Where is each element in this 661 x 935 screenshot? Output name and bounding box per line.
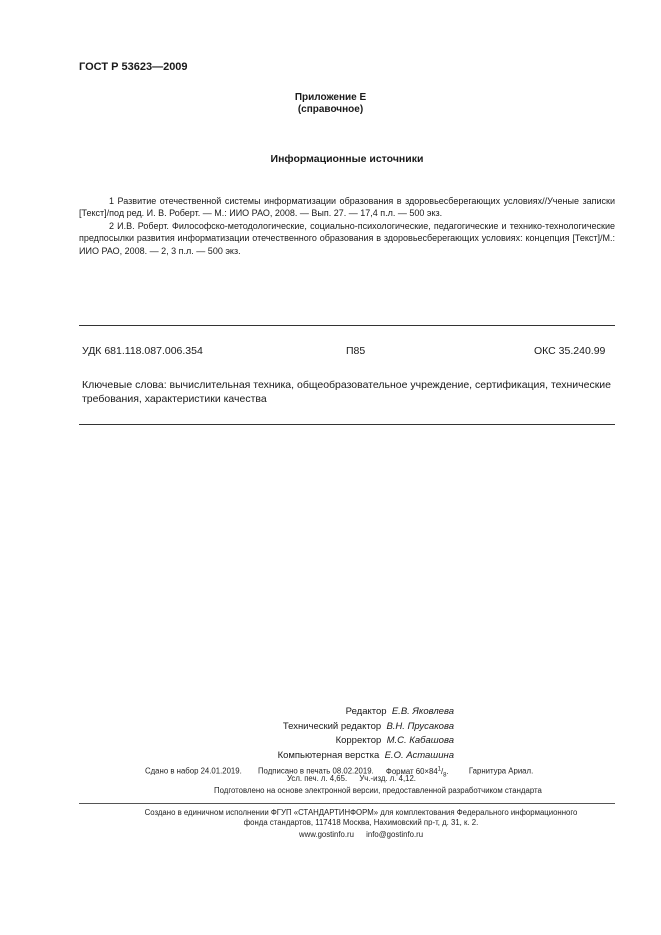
layout-label: Компьютерная верстка [277, 749, 380, 761]
proofreader-name: М.С. Кабашова [386, 735, 454, 746]
divider [79, 803, 615, 804]
category-code: П85 [346, 345, 366, 357]
editor-label: Редактор [345, 706, 387, 717]
publisher-line-2: фонда стандартов, 117418 Москва, Нахимовский пр-т, д. 31, к. 2. [243, 818, 479, 827]
typeset-date: Сдано в набор 24.01.2019. [145, 766, 242, 776]
sources-heading: Информационные источники [270, 153, 424, 165]
layout-name: Е.О. Асташина [384, 749, 454, 761]
publishing-sheets: Уч.-изд. л. 4,12. [359, 774, 416, 783]
proofreader-label: Корректор [335, 735, 382, 746]
typeface: Гарнитура Ариал. [468, 766, 534, 776]
editor-credit [200, 705, 454, 720]
oks-code: ОКС 35.240.99 [534, 345, 606, 357]
publisher-contacts [0, 830, 661, 839]
divider [79, 325, 615, 326]
tech-editor-credit [200, 720, 454, 735]
email-link[interactable]: info@gostinfo.ru [366, 830, 424, 839]
editor-name: Е.В. Яковлева [391, 706, 454, 717]
udk-code: УДК 681.118.087.006.354 [82, 345, 203, 357]
prepared-note: Подготовлено на основе электронной версии, предоставленной разработчиком стандарта [214, 786, 542, 795]
divider [79, 424, 615, 425]
reference-item: 1 Развитие отечественной системы информатизации образования в здоровьесберегающих условиях//Ученые записки [Текст]/под ред. И. В. Роберт. — М.: ИИО РАО, 2008. — Вып. 27. — 17,4 п.л. — 500 экз. [79, 196, 615, 219]
proofreader-credit [200, 734, 454, 749]
keywords: Ключевые слова: вычислительная техника, общеобразовательное учреждение, сертификация, технические требования, характеристики качества [82, 379, 612, 405]
appendix-title: Приложение Е [294, 92, 367, 103]
document-code: ГОСТ Р 53623—2009 [79, 61, 188, 73]
staff-credits [200, 705, 454, 763]
tech-editor-name: В.Н. Прусакова [386, 720, 454, 732]
reference-item: 2 И.В. Роберт. Философско-методологические, социально-психологические, педагогические и технико-технологические предпосылки развития информатизации отечественного образования в здоровьесберегающих условиях: концепция [Текст]/М.: ИИО РАО, 2008. — 2, 3 п.л. — 500 экз. [79, 221, 615, 256]
paper-format: Формат $60\times 84^1/_8$. [385, 766, 449, 779]
tech-editor-label: Технический редактор [282, 720, 382, 732]
print-sheets: Усл. печ. л. 4,65. [287, 774, 348, 783]
website-link[interactable]: www.gostinfo.ru [298, 830, 354, 839]
signed-date: Подписано в печать 08.02.2019. [257, 766, 374, 776]
layout-credit [200, 749, 454, 764]
appendix-subtitle: (справочное) [297, 104, 364, 115]
imprint-sheets [287, 774, 416, 783]
publisher-line-1: Создано в единичном исполнении ФГУП «СТАНДАРТИНФОРМ» для комплектования Федерального информационного [144, 808, 578, 817]
